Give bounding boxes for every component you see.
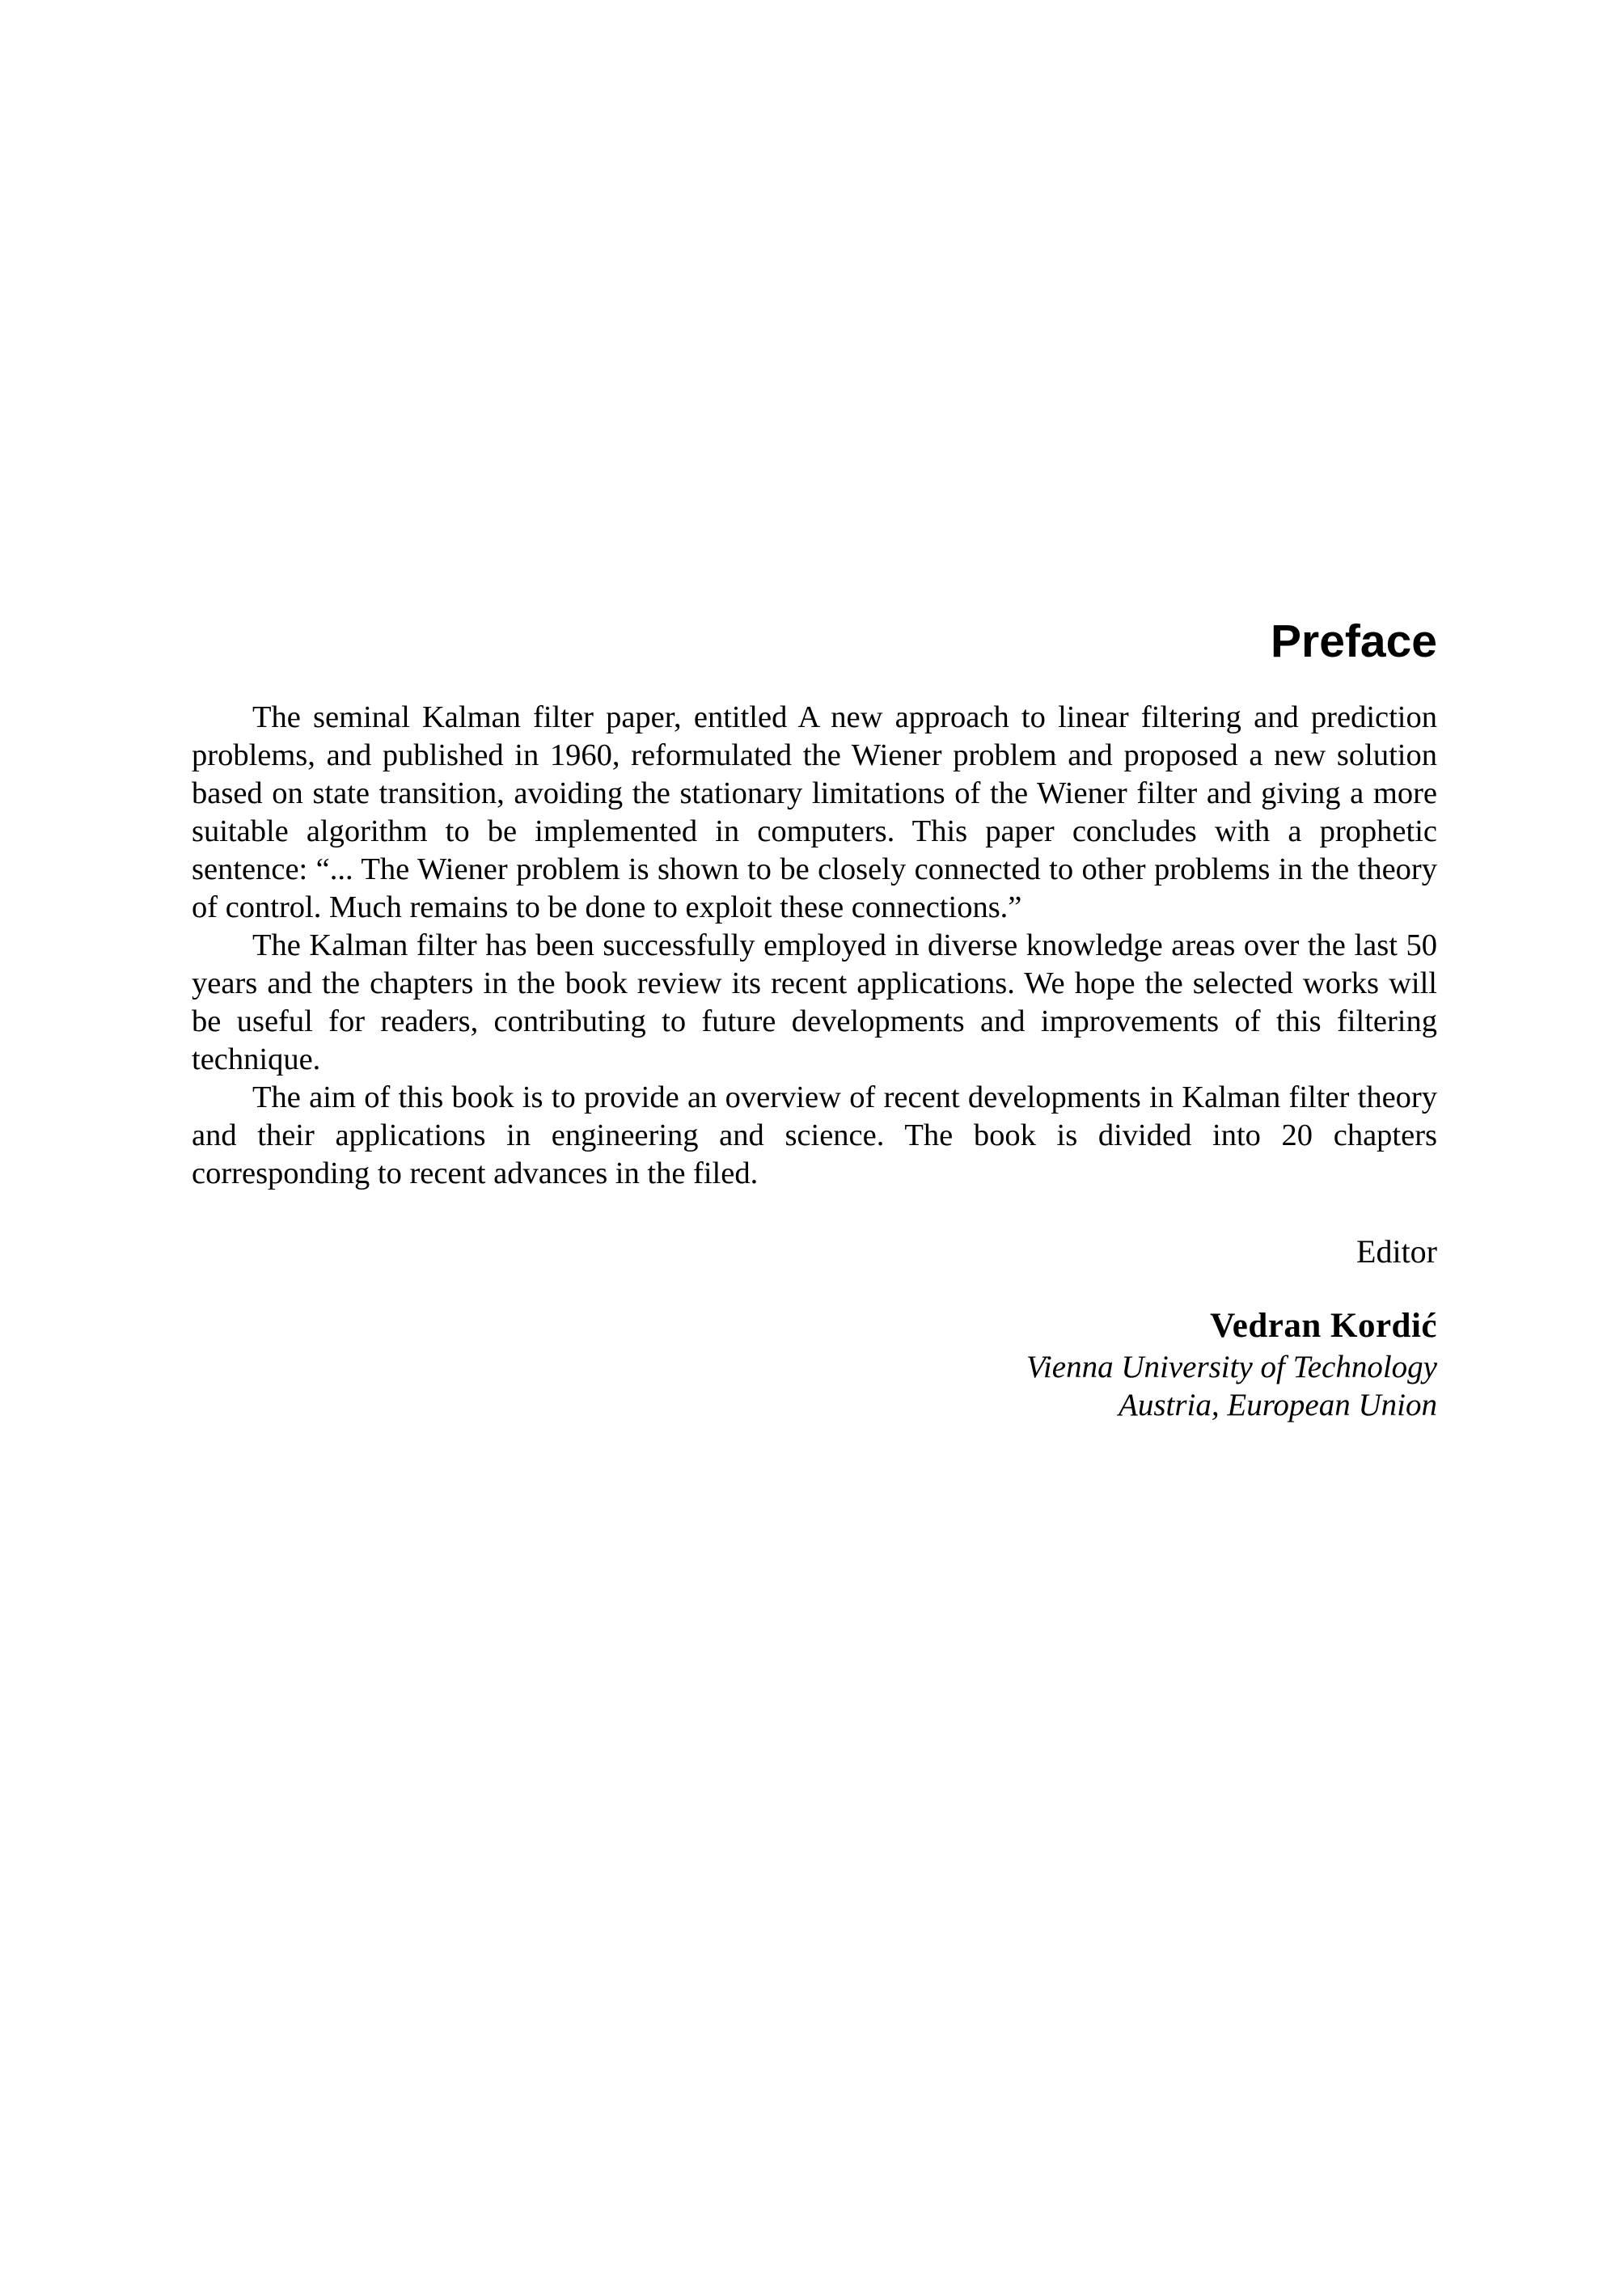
page-title: Preface xyxy=(1271,615,1437,667)
editor-affiliation-university: Vienna University of Technology xyxy=(1026,1350,1437,1384)
preface-paragraph-1: The seminal Kalman filter paper, entitled A new approach to linear filtering and prediction problems, and published in 1960, reformulated the Wiener problem and proposed a new solution based on state transition, avoiding the stationary limitations of the Wiener filter and giving a more suitable algorithm to be implemented in computers. This paper concludes with a prophetic sentence: “... The Wiener problem is shown to be closely connected to other problems in the theory of control. Much remains to be done to exploit these connections.” xyxy=(192,700,1437,924)
editor-label: Editor xyxy=(1356,1233,1437,1270)
preface-section xyxy=(192,615,1437,1424)
editor-signature-block xyxy=(192,1232,1437,1424)
editor-name: Vedran Kordić xyxy=(1210,1307,1437,1345)
preface-paragraph-3: The aim of this book is to provide an overview of recent developments in Kalman filter theory and their applications in engineering and science. The book is divided into 20 chapters corresponding to recent advances in the filed. xyxy=(192,1080,1437,1190)
editor-affiliation-country: Austria, European Union xyxy=(1119,1388,1437,1422)
preface-paragraph-2: The Kalman filter has been successfully employed in diverse knowledge areas over the last 50 years and the chapters in the book review its recent applications. We hope the selected works will be useful for readers, contributing to future developments and improvements of this filtering technique. xyxy=(192,928,1437,1076)
